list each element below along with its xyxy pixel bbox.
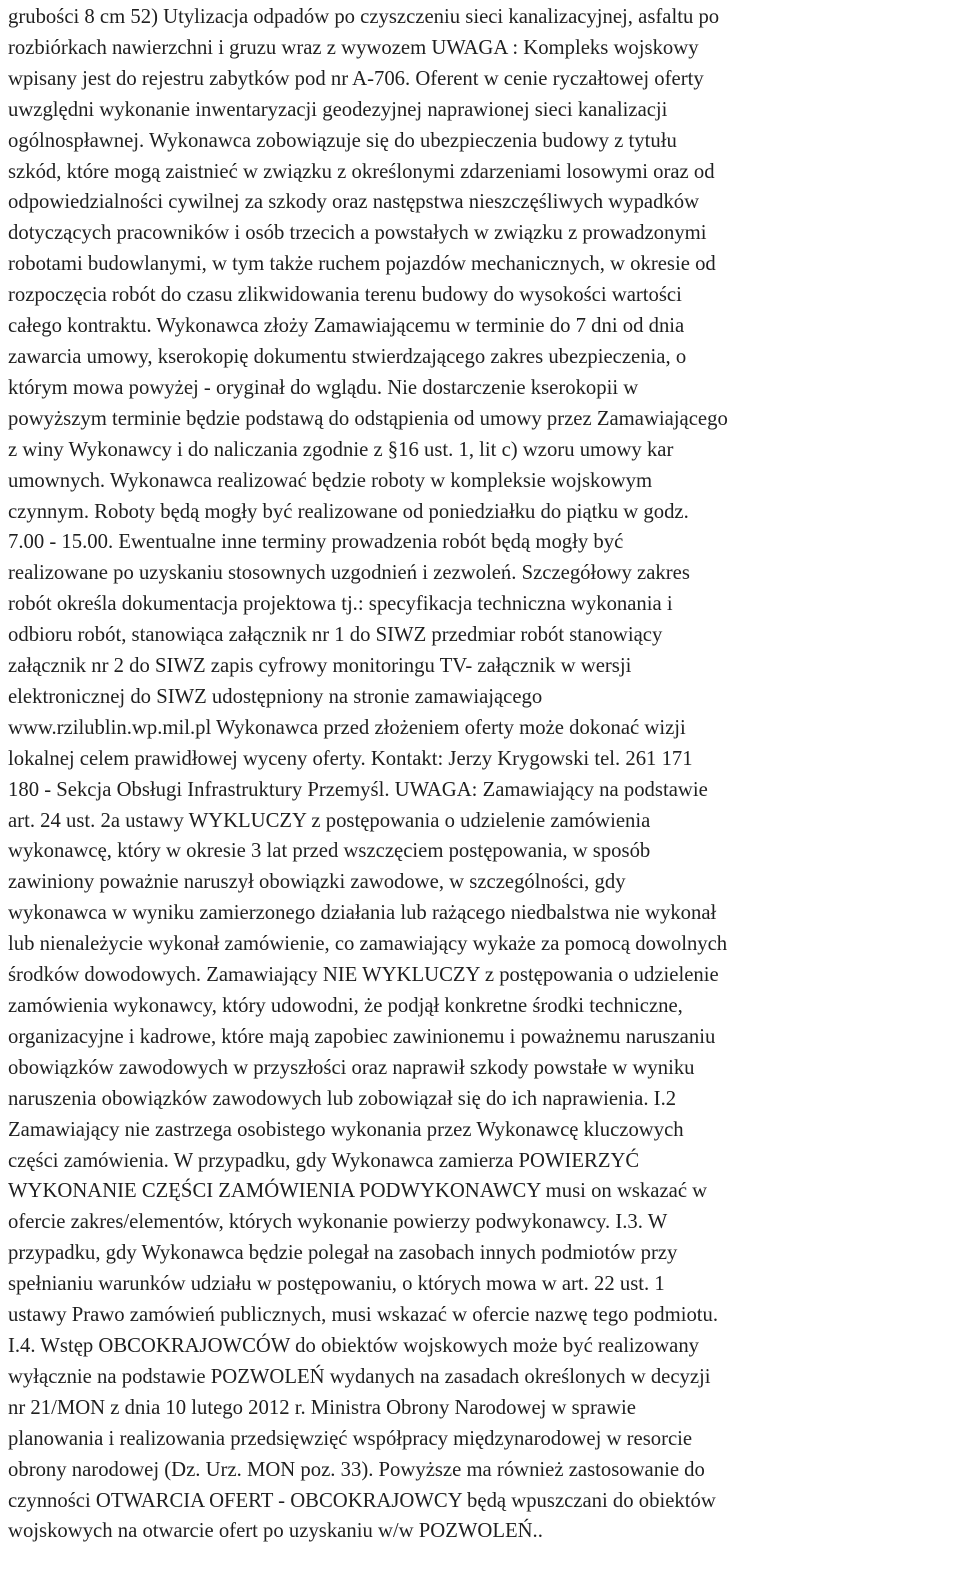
text-line: www.rzilublin.wp.mil.pl Wykonawca przed złożeniem oferty może dokonać wizji <box>8 716 686 739</box>
text-line: obowiązków zawodowych w przyszłości oraz naprawił szkody powstałe w wyniku <box>8 1056 695 1079</box>
text-line: nr 21/MON z dnia 10 lutego 2012 r. Ministra Obrony Narodowej w sprawie <box>8 1396 636 1419</box>
text-line: ustawy Prawo zamówień publicznych, musi wskazać w ofercie nazwę tego podmiotu. <box>8 1304 719 1327</box>
text-line: wykonawca w wyniku zamierzonego działania lub rażącego niedbalstwa nie wykonał <box>8 902 717 925</box>
text-line: uwzględni wykonanie inwentaryzacji geodezyjnej naprawionej sieci kanalizacji <box>8 98 668 121</box>
text-line: organizacyjne i kadrowe, które mają zapobiec zawinionemu i poważnemu naruszaniu <box>8 1025 716 1048</box>
text-line: WYKONANIE CZĘŚCI ZAMÓWIENIA PODWYKONAWCY musi on wskazać w <box>8 1180 708 1203</box>
text-line: zamówienia wykonawcy, który udowodni, że podjął konkretne środki techniczne, <box>8 995 683 1017</box>
text-line: robót określa dokumentacja projektowa tj.: specyfikacja techniczna wykonania i <box>8 593 673 616</box>
text-line: Zamawiający nie zastrzega osobistego wykonania przez Wykonawcę kluczowych <box>8 1118 684 1141</box>
text-line: środków dowodowych. Zamawiający NIE WYKLUCZY z postępowania o udzielenie <box>8 964 719 987</box>
text-line: lub nienależycie wykonał zamówienie, co zamawiający wykaże za pomocą dowolnych <box>8 933 728 956</box>
text-line: I.4. Wstęp OBCOKRAJOWCÓW do obiektów wojskowych może być realizowany <box>8 1334 700 1357</box>
text-line: lokalnej celem prawidłowej wyceny oferty. Kontakt: Jerzy Krygowski tel. 261 171 <box>8 747 693 770</box>
text-line: przypadku, gdy Wykonawca będzie polegał na zasobach innych podmiotów przy <box>8 1242 678 1265</box>
text-line: ofercie zakres/elementów, których wykonanie powierzy podwykonawcy. I.3. W <box>8 1211 668 1234</box>
text-line: elektronicznej do SIWZ udostępniony na stronie zamawiającego <box>8 685 543 708</box>
text-line: czynności OTWARCIA OFERT - OBCOKRAJOWCY będą wpuszczani do obiektów <box>8 1489 716 1512</box>
text-line: całego kontraktu. Wykonawca złoży Zamawiającemu w terminie do 7 dni od dnia <box>8 315 685 338</box>
text-line: zawarcia umowy, kserokopię dokumentu stwierdzającego zakres ubezpieczenia, o <box>8 345 687 368</box>
text-line: art. 24 ust. 2a ustawy WYKLUCZY z postępowania o udzielenie zamówienia <box>8 809 651 832</box>
text-line: rozpoczęcia robót do czasu zlikwidowania terenu budowy do wysokości wartości <box>8 284 682 307</box>
text-line: wpisany jest do rejestru zabytków pod nr A-706. Oferent w cenie ryczałtowej oferty <box>8 67 704 90</box>
text-line: szkód, które mogą zaistnieć w związku z określonymi zdarzeniami losowymi oraz od <box>8 160 715 183</box>
text-line: planowania i realizowania przedsięwzięć współpracy międzynarodowej w resorcie <box>8 1427 693 1450</box>
text-line: grubości 8 cm 52) Utylizacja odpadów po czyszczeniu sieci kanalizacyjnej, asfaltu po <box>8 6 720 28</box>
text-line: dotyczących pracowników i osób trzecich a powstałych w związku z prowadzonymi <box>8 222 707 245</box>
text-line: zawiniony poważnie naruszył obowiązki zawodowe, w szczególności, gdy <box>8 871 626 894</box>
text-line: z winy Wykonawcy i do naliczania zgodnie z §16 ust. 1, lit c) wzoru umowy kar <box>8 438 674 461</box>
text-line: robotami budowlanymi, w tym także ruchem pojazdów mechanicznych, w okresie od <box>8 253 716 276</box>
text-line: 7.00 - 15.00. Ewentualne inne terminy prowadzenia robót będą mogły być <box>8 531 624 554</box>
text-line: ogólnospławnej. Wykonawca zobowiązuje się do ubezpieczenia budowy z tytułu <box>8 129 677 152</box>
text-line: naruszenia obowiązków zawodowych lub zobowiązał się do ich naprawienia. I.2 <box>8 1087 677 1110</box>
text-line: wojskowych na otwarcie ofert po uzyskaniu w/w POZWOLEŃ.. <box>8 1520 543 1543</box>
text-line: 180 - Sekcja Obsługi Infrastruktury Przemyśl. UWAGA: Zamawiający na podstawie <box>8 778 708 801</box>
document-body-text <box>8 2 956 1547</box>
text-line: części zamówienia. W przypadku, gdy Wykonawca zamierza POWIERZYĆ <box>8 1149 640 1172</box>
text-line: odpowiedzialności cywilnej za szkody oraz następstwa nieszczęśliwych wypadków <box>8 191 700 214</box>
text-line: rozbiórkach nawierzchni i gruzu wraz z wywozem UWAGA : Kompleks wojskowy <box>8 36 699 59</box>
text-line: wykonawcę, który w okresie 3 lat przed wszczęciem postępowania, w sposób <box>8 840 651 863</box>
text-line: powyższym terminie będzie podstawą do odstąpienia od umowy przez Zamawiającego <box>8 407 728 430</box>
text-line: obrony narodowej (Dz. Urz. MON poz. 33). Powyższe ma również zastosowanie do <box>8 1458 705 1481</box>
text-line: umownych. Wykonawca realizować będzie roboty w kompleksie wojskowym <box>8 469 653 492</box>
text-line: spełnianiu warunków udziału w postępowaniu, o których mowa w art. 22 ust. 1 <box>8 1273 665 1296</box>
text-line: realizowane po uzyskaniu stosownych uzgodnień i zezwoleń. Szczegółowy zakres <box>8 562 690 585</box>
text-line: odbioru robót, stanowiąca załącznik nr 1 do SIWZ przedmiar robót stanowiący <box>8 624 663 647</box>
text-line: wyłącznie na podstawie POZWOLEŃ wydanych na zasadach określonych w decyzji <box>8 1365 711 1388</box>
text-line: załącznik nr 2 do SIWZ zapis cyfrowy monitoringu TV- załącznik w wersji <box>8 655 632 678</box>
text-line: czynnym. Roboty będą mogły być realizowane od poniedziałku do piątku w godz. <box>8 500 689 523</box>
text-line: którym mowa powyżej - oryginał do wglądu. Nie dostarczenie kserokopii w <box>8 376 639 399</box>
